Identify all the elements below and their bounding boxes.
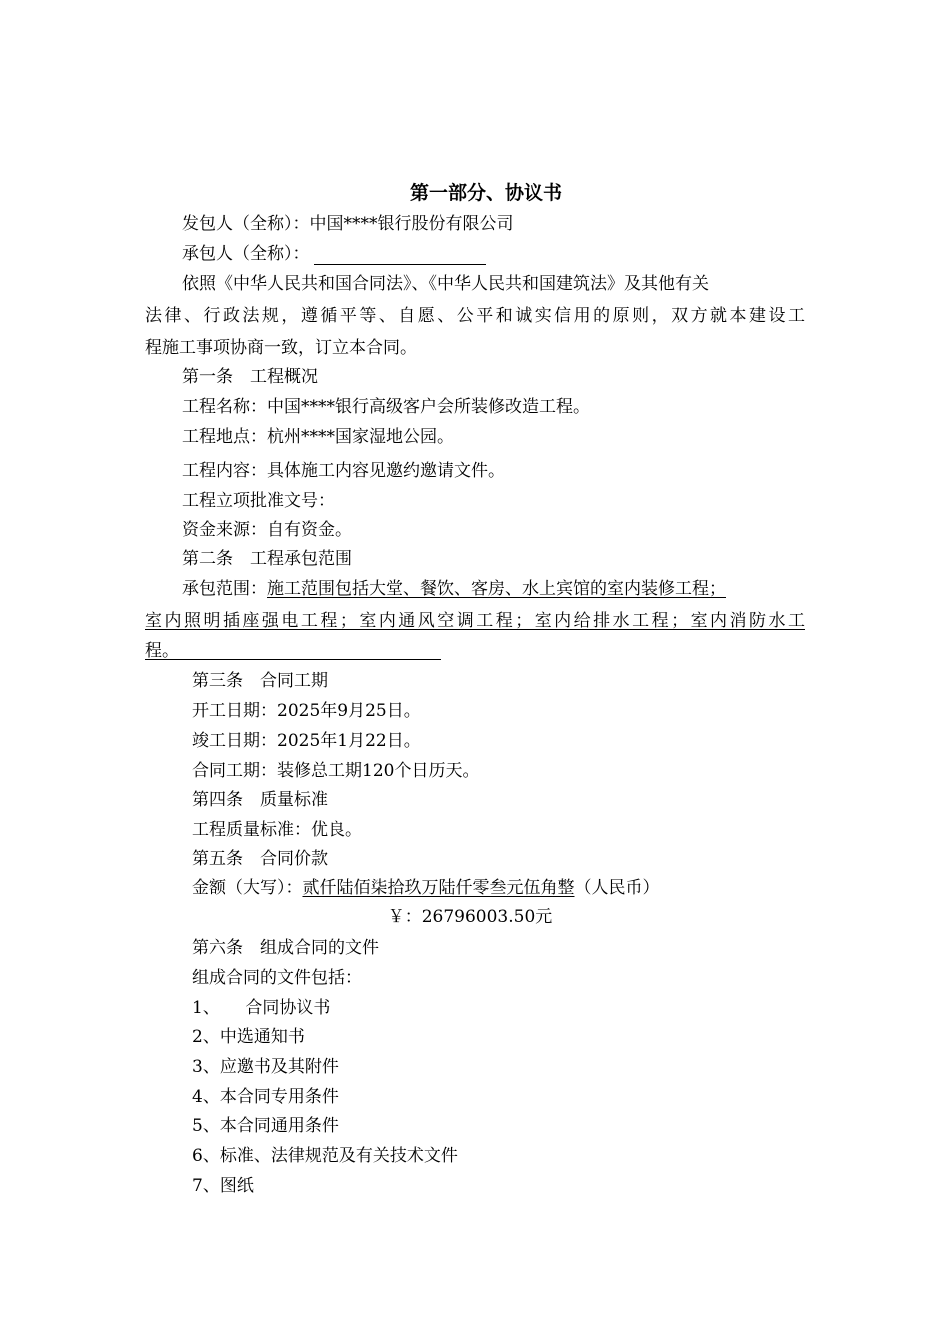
start-date: 开工日期：2025年9月25日。 <box>192 701 421 721</box>
document-title: 第一部分、协议书 <box>409 182 562 204</box>
amount-line <box>192 877 660 899</box>
project-content: 工程内容：具体施工内容见邀约邀请文件。 <box>182 461 505 481</box>
intro-line-2: 法律、行政法规，遵循平等、自愿、公平和诚实信用的原则，双方就本建设工 <box>145 306 805 326</box>
amount-currency: （人民币） <box>574 878 660 898</box>
document-item: 3、应邀书及其附件 <box>192 1057 339 1077</box>
article-6-heading: 第六条 组成合同的文件 <box>192 938 379 958</box>
documents-intro: 组成合同的文件包括： <box>192 968 362 988</box>
quality-standard: 工程质量标准：优良。 <box>192 820 362 840</box>
article-5-heading: 第五条 合同价款 <box>192 849 328 869</box>
amount-figure: ￥：26796003.50元 <box>387 907 553 927</box>
project-location: 工程地点：杭州****国家湿地公园。 <box>182 427 454 447</box>
project-name: 工程名称：中国****银行高级客户会所装修改造工程。 <box>182 397 590 417</box>
scope-underline-rule <box>145 659 441 660</box>
contractor-label: 承包人（全称）： <box>182 244 310 264</box>
amount-label: 金额（大写）： <box>192 878 303 898</box>
employer-line: 发包人（全称）：中国****银行股份有限公司 <box>182 214 514 234</box>
contractor-blank <box>314 247 486 265</box>
document-item: 2、中选通知书 <box>192 1027 305 1047</box>
document-item: 5、本合同通用条件 <box>192 1116 339 1136</box>
article-2-heading: 第二条 工程承包范围 <box>182 549 352 569</box>
scope-line-1 <box>182 578 726 600</box>
intro-line-3: 程施工事项协商一致，订立本合同。 <box>145 338 417 358</box>
scope-text-3: 程。 <box>145 641 179 661</box>
document-item: 1、 合同协议书 <box>192 998 331 1018</box>
amount-words: 贰仟陆佰柒拾玖万陆仟零叁元伍角整 <box>302 878 575 898</box>
scope-text-2: 室内照明插座强电工程；室内通风空调工程；室内给排水工程；室内消防水工 <box>145 611 805 631</box>
article-1-heading: 第一条 工程概况 <box>182 367 318 387</box>
intro-line-1: 依照《中华人民共和国合同法》、《中华人民共和国建筑法》及其他有关 <box>182 274 709 294</box>
contractor-line <box>182 243 486 265</box>
scope-label: 承包范围： <box>182 579 267 599</box>
funding-source: 资金来源：自有资金。 <box>182 520 352 540</box>
document-item: 4、本合同专用条件 <box>192 1087 339 1107</box>
scope-text-1: 施工范围包括大堂、餐饮、客房、水上宾馆的室内装修工程； <box>267 579 726 599</box>
article-4-heading: 第四条 质量标准 <box>192 790 328 810</box>
document-item: 6、标准、法律规范及有关技术文件 <box>192 1146 458 1166</box>
document-item: 7、图纸 <box>192 1176 254 1196</box>
approval-number: 工程立项批准文号： <box>182 491 335 511</box>
end-date: 竣工日期：2025年1月22日。 <box>192 731 421 751</box>
article-3-heading: 第三条 合同工期 <box>192 671 328 691</box>
contract-duration: 合同工期：装修总工期120个日历天。 <box>192 761 480 781</box>
